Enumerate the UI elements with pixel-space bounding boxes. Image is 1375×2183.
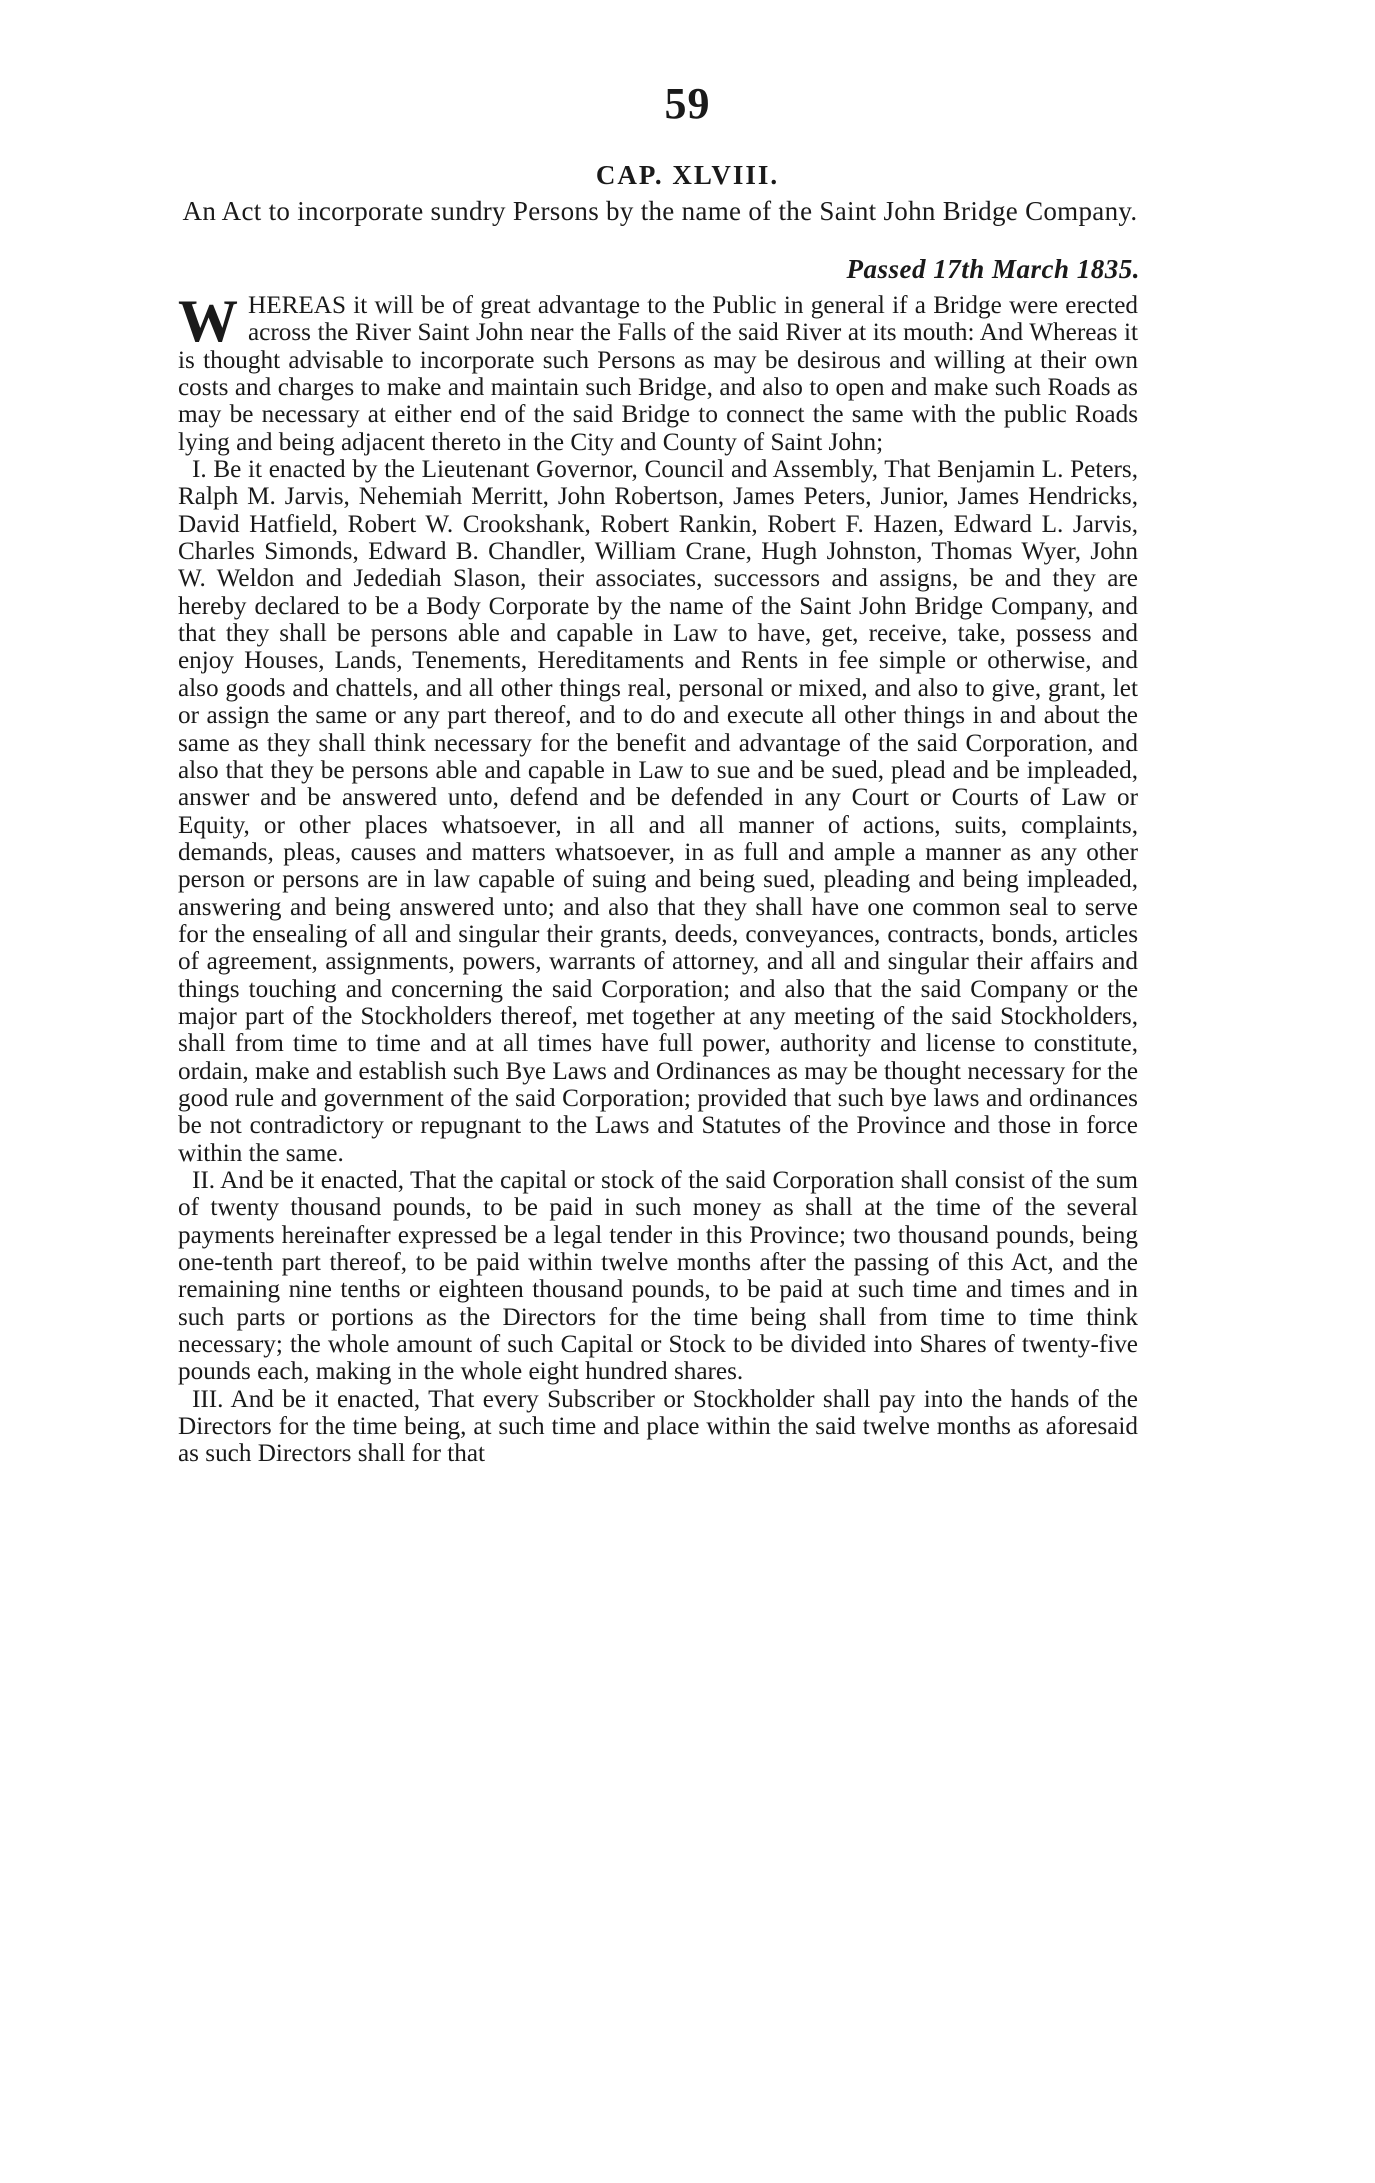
preamble-text: HEREAS it will be of great advantage to the Public in general if a Bridge were erected across the River Saint John near the Falls of the said River at its mouth: And Whereas it is thought advisable to incorporate such Persons as may be desirous and willing at their own costs and charges to make and maintain such Bridge, and also to open and make such Roads as may be necessary at either end of the said Bridge to connect the same with the public Roads lying and being adjacent thereto in the City and County of Saint John; (178, 292, 1138, 456)
section-2: II. And be it enacted, That the capital or stock of the said Corporation shall consist of the sum of twenty thousand pounds, to be paid in such money as shall at the time of the several payments hereinafter expressed be a legal tender in this Province; two thousand pounds, being one-tenth part thereof, to be paid within twelve months after the passing of this Act, and the remaining nine tenths or eighteen thousand pounds, to be paid at such time and times and in such parts or portions as the Directors for the time being shall from time to time think necessary; the whole amount of such Capital or Stock to be divided into Shares of twenty-five pounds each, making in the whole eight hundred shares. (178, 1167, 1138, 1386)
act-body (178, 288, 1138, 1468)
page-number: 59 (664, 79, 711, 128)
passed-date: Passed 17th March 1835. (846, 254, 1140, 284)
chapter-heading: CAP. XLVIII. (595, 160, 780, 190)
section-1: I. Be it enacted by the Lieutenant Governor, Council and Assembly, That Benjamin L. Peters, Ralph M. Jarvis, Nehemiah Merritt, John Robertson, James Peters, Junior, James Hendricks, David Hatfield, Robert W. Crookshank, Robert Rankin, Robert F. Hazen, Edward L. Jarvis, Charles Simonds, Edward B. Chandler, William Crane, Hugh Johnston, Thomas Wyer, John W. Weldon and Jedediah Slason, their associates, successors and assigns, be and they are hereby declared to be a Body Corporate by the name of the Saint John Bridge Company, and that they shall be persons able and capable in Law to have, get, receive, take, possess and enjoy Houses, Lands, Tenements, Hereditaments and Rents in fee simple or otherwise, and also goods and chattels, and all other things real, personal or mixed, and also to give, grant, let or assign the same or any part thereof, and to do and execute all other things in and about the same as they shall think necessary for the benefit and advantage of the said Corporation, and also that they be persons able and capable in Law to sue and be sued, plead and be impleaded, answer and be answered unto, defend and be defended in any Court or Courts of Law or Equity, or other places whatsoever, in all and all manner of actions, suits, complaints, demands, pleas, causes and matters whatsoever, in as full and ample a manner as any other person or persons are in law capable of suing and being sued, pleading and being impleaded, answering and being answered unto; and also that they shall have one common seal to serve for the ensealing of all and singular their grants, deeds, conveyances, contracts, bonds, articles of agreement, assignments, powers, warrants of attorney, and all and singular their affairs and things touching and concerning the said Corporation; and also that the said Company or the major part of the Stockholders thereof, met together at any meeting of the said Stockholders, shall from time to time and at all times have full power, authority and license to constitute, ordain, make and establish such Bye Laws and Ordinances as may be thought necessary for the good rule and government of the said Corporation; provided that such bye laws and ordinances be not contradictory or repugnant to the Laws and Statutes of the Province and those in force within the same. (178, 456, 1138, 1167)
drop-cap: W (178, 288, 238, 354)
preamble (178, 288, 1138, 456)
act-title: An Act to incorporate sundry Persons by the name of the Saint John Bridge Company. (182, 196, 1138, 226)
section-3: III. And be it enacted, That every Subscriber or Stockholder shall pay into the hands of the Directors for the time being, at such time and place within the said twelve months as aforesaid as such Directors shall for that (178, 1385, 1138, 1468)
